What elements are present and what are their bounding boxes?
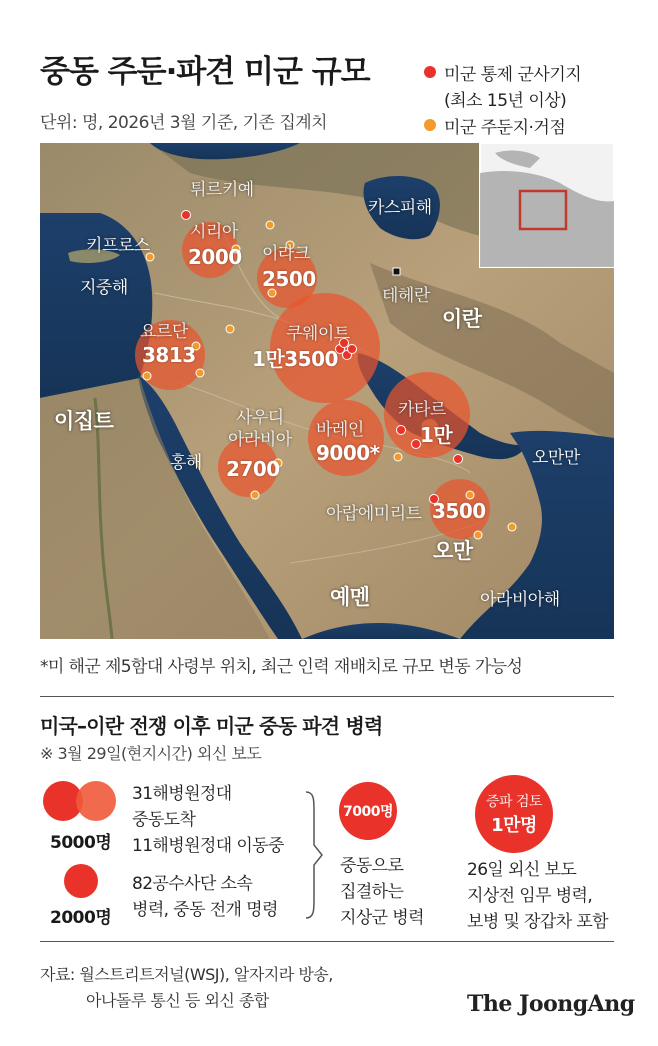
source [40, 962, 333, 1014]
brand-logo: The JoongAng [467, 991, 635, 1017]
station-dot [226, 325, 234, 333]
label-caspian: 카스피해 [368, 198, 432, 218]
troops-saudi: 2700 [226, 457, 280, 481]
label-jordan: 요르단 [140, 322, 188, 342]
base-dot [397, 426, 406, 435]
deployment-subtitle: ※ 3월 29일(현지시간) 외신 보도 [40, 744, 262, 763]
review-line3: 보병 및 장갑차 포함 [467, 912, 608, 932]
label-egypt: 이집트 [54, 409, 114, 433]
station-dot [508, 523, 516, 531]
label-yemen: 예멘 [330, 585, 370, 609]
troops-qatar: 1만 [420, 423, 453, 447]
legend-red [424, 60, 581, 85]
station-dot [196, 369, 204, 377]
troops-kuwait: 1만3500 [252, 347, 338, 371]
label-syria: 시리아 [190, 222, 238, 242]
base-dot [348, 345, 357, 354]
review-count: 1만명 [491, 815, 537, 836]
legend-red-label: 미군 통제 군사기지 [444, 65, 582, 85]
source-line1: 자료: 월스트리트저널(WSJ), 알자지라 방송, [40, 965, 333, 984]
label-cyprus: 키프로스 [86, 236, 150, 256]
group1-count: 5000명 [50, 833, 112, 853]
station-dot [143, 372, 151, 380]
base-dot [454, 455, 463, 464]
tehran-marker [393, 268, 400, 275]
troops-uae: 3500 [432, 499, 486, 523]
station-dot [466, 491, 474, 499]
review-line1: 26일 외신 보도 [467, 860, 577, 880]
troops-bahrain: 9000* [316, 441, 380, 465]
group1-line2: 중동도착 [132, 810, 196, 830]
red-dot-icon [424, 66, 436, 78]
label-gulf-of-oman: 오만만 [532, 448, 580, 468]
label-turkey: 튀르키예 [190, 180, 254, 200]
bracket-icon [304, 790, 324, 920]
total-line1: 중동으로 [340, 856, 404, 876]
station-dot [266, 221, 274, 229]
legend-red-sub: (최소 15년 이상) [444, 91, 567, 111]
page-title: 중동 주둔·파견 미군 규모 [40, 54, 370, 90]
station-dot [251, 491, 259, 499]
troops-jordan: 3813 [142, 343, 196, 367]
label-bahrain: 바레인 [316, 420, 364, 440]
deployment-title: 미국–이란 전쟁 이후 미군 중동 파견 병력 [40, 714, 383, 738]
label-arabian-sea: 아라비아해 [480, 590, 560, 610]
middle-east-map [40, 143, 614, 639]
divider-bottom [40, 941, 614, 942]
label-iraq: 이라크 [262, 244, 310, 264]
total-line3: 지상군 병력 [340, 908, 424, 928]
label-oman: 오만 [433, 539, 473, 563]
unit-note: 단위: 명, 2026년 3월 기준, 기존 집계치 [40, 113, 328, 133]
troops-iraq: 2500 [262, 267, 316, 291]
legend-orange [424, 113, 565, 138]
label-qatar: 카타르 [398, 400, 446, 420]
group1-line3: 11해병원정대 이동중 [132, 836, 284, 856]
map-background [40, 143, 614, 639]
label-mediterranean: 지중해 [80, 278, 128, 298]
orange-dot-icon [424, 119, 436, 131]
review-line2: 지상전 임무 병력, [467, 886, 593, 906]
legend-orange-label: 미군 주둔지·거점 [444, 118, 566, 138]
circle-82nd [64, 864, 98, 898]
review-label: 증파 검토 [485, 794, 543, 810]
station-dot [474, 531, 482, 539]
label-saudi: 사우디 아라비아 [228, 408, 292, 450]
label-red-sea: 홍해 [170, 453, 202, 473]
group2-line2: 병력, 중동 전개 명령 [132, 900, 278, 920]
group2-line1: 82공수사단 소속 [132, 874, 253, 894]
divider-top [40, 696, 614, 697]
total-line2: 집결하는 [340, 882, 404, 902]
label-kuwait: 쿠웨이트 [286, 324, 350, 344]
station-dot [394, 453, 402, 461]
group2-count: 2000명 [50, 908, 112, 928]
troops-syria: 2000 [188, 245, 242, 269]
group1-line1: 31해병원정대 [132, 784, 232, 804]
label-uae: 아랍에미리트 [326, 504, 422, 524]
footnote: *미 해군 제5함대 사령부 위치, 최근 인력 재배치로 규모 변동 가능성 [40, 657, 523, 677]
circle-11meu [76, 781, 116, 821]
source-line2: 아나돌루 통신 등 외신 종합 [86, 991, 269, 1010]
label-iran: 이란 [442, 307, 482, 331]
total-count: 7000명 [343, 804, 393, 820]
label-tehran: 테헤란 [382, 286, 430, 306]
